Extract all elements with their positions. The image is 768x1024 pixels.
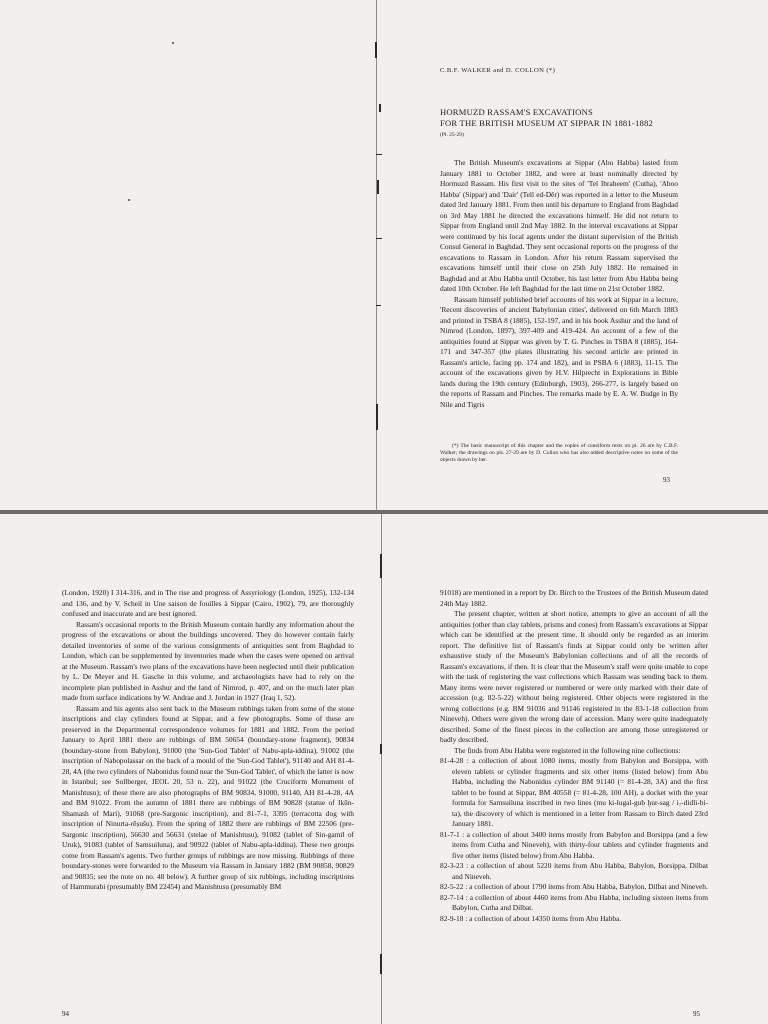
gutter-mark [376, 238, 382, 239]
list-item: 81-7-1 : a collection of about 3400 items mostly from Babylon and Borsippa (and a few items from Cutha and Nineveh), with thirty-four tablets and cylinder fragments and five other items (listed below) from Abu Habba. [440, 829, 708, 860]
gutter-mark [379, 104, 381, 112]
paragraph: Rassam and his agents also sent back to the Museum rubbings taken from some of the stone inscriptions and clay cylinders found at Sippar, and a few photographs. Some of these are preserved in the Departmental correspondence volumes for 1881 and 1882. From the period January to April 1881 there are rubbings of BM 50654 (boundary-stone fragment), 90834 (boundary-stone from Babylon), 91000 (the 'Sun-God Tablet' of Nabu-apla-iddina), 91002 (the inscription of Nabopolassar on the back of a mould of the 'Sun-God Tablet'), 91140 and AH 81-4-28, 4A (the two cylinders of Nabonidus found near the 'Sun-God Tablet', of which the latter is now in Istanbul; see Sollberger, JEOL 20, 53 n. 22), and 91022 (the Cruciform Monument of Manishtusu); of these there are also photographs of BM 90834, 91000, 91140, AH 81-4-28, 4A and BM 91022. From the autumn of 1881 there are rubbings of BM 90828 (statue of Ikūn-Shamash of Mari), 91068 (pre-Sargonic inscription), and 81-7-1, 3395 (terracotta dog with inscription of Ninurta-rēṣušu). From the spring of 1882 there are rubbings of BM 22506 (pre-Sargonic inscription), 56630 and 56631 (stelae of Manishtusu), 91082 (tablet of Sin-gamil of Uruk), 91083 (tablet of Samsuiluna), and 90922 (tablet of Nabu-apla-iddina). These two groups come from Rassam's agents. Two further groups of rubbings are now missing. Rubbings of three boundary-stones were forwarded to the Museum via Rassam in January 1882 (BM 90858, 90829 and 90835; see the note on no. 48 below). A further group of six rubbings, including inscriptions of Hammurabi (presumably BM 22454) and Manishtusu (presumably BM [62, 703, 354, 891]
page-93-body [440, 158, 678, 410]
list-item: 82-5-22 : a collection of about 1790 items from Abu Habba, Babylon, Dilbat and Nineveh. [440, 882, 708, 891]
paragraph: Rassam himself published brief accounts of his work at Sippar in a lecture, 'Recent discoveries of ancient Babylonian cities', delivered on 6th March 1883 and printed in TSBA 8 (1885), 152-197, and in his book Asshur and the land of Nimrod (London, 1897), 397-409 and 419-424. An account of a few of the antiquities found at Sippar was given by T. G. Pinches in TSBA 8 (1885), 164-171 and 347-357 (the plates illustrating his second article are printed in Rassam's article, facing pp. 174 and 182), and in PSBA 6 (1883), 11-15. The account of the excavations given by H.V. Hilprecht in Explorations in Bible lands during the 19th century (Edinburgh, 1903), 266-277, is largely based on the reports of Rassam and Pinches. The remarks made by E. A. W. Budge in By Nile and Tigris [440, 294, 678, 409]
gutter-mark [376, 305, 381, 306]
title-line-2: FOR THE BRITISH MUSEUM AT SIPPAR IN 1881-1882 [440, 117, 653, 128]
page-number: 95 [693, 1010, 700, 1018]
article-title [440, 107, 653, 128]
paragraph: The finds from Abu Habba were registered in the following nine collections: [454, 745, 681, 755]
paragraph: Rassam's occasional reports to the British Museum contain hardly any information about the progress of the excavations or about the buildings uncovered. They do however contain fairly detailed inventories of some of the various consignments of antiquities sent from Baghdad to London, which can be supplemented by inventories made when the cases were opened on arrival at the Museum. Rassam's two plans of the excavations have been neglected until their publication by L. De Meyer and H. Gasche in this volume, and archaeologists have had to rely on the incomplete plan published in Asshur and the land of Nimrod, p. 407, and on the much later plan made from surface indications by W. Andrae and J. Jordan in 1927 (Iraq 1, 52). [62, 619, 354, 702]
title-line-1: HORMUZD RASSAM'S EXCAVATIONS [440, 107, 593, 117]
running-head: C.B.F. WALKER and D. COLLON (*) [440, 67, 556, 74]
paragraph: (London, 1920) I 314-316, and in The rise and progress of Assyriology (London, 1925), 132-134 and 136, and by V. Scheil in Une saison de fouilles à Sippar (Cairo, 1902), 79, are thoroughly confused and inaccurate and are best ignored. [62, 588, 354, 618]
page-95-body [440, 588, 708, 924]
list-item: 82-9-18 : a collection of about 14350 items from Abu Habba. [440, 913, 622, 923]
plate-reference: (Pl. 25-29) [440, 132, 464, 138]
gutter-mark [380, 744, 382, 754]
footnote: (*) The basic manuscript of this chapter and the copies of cuneiform texts on pl. 26 are by C.B.F. Walker; the drawings on pls. 27-29 are by D. Collon who has also added descriptive notes on some of the objects drawn by her. [440, 443, 678, 463]
gutter-mark [376, 154, 382, 155]
speck [172, 42, 174, 44]
list-item: 82-7-14 : a collection of about 4460 items from Abu Habba, including sixteen items from Babylon, Cutha and Dilbat. [440, 892, 708, 912]
speck [128, 199, 130, 201]
page-number: 94 [62, 1010, 69, 1018]
gutter-mark [377, 180, 379, 194]
list-item: 81-4-28 : a collection of about 1080 items, mostly from Babylon and Borsippa, with eleven tablets or cylinder fragments and six other items (listed below) from Abu Habba, including the Nabonidus cylinder BM 91140 (= 81-4-28, 3A) and the first tablet to be found at Sippar, BM 40558 (= 81-4-28, 100 AH), a docket with the year formula for Samsuiluna inscribed in two lines (mu ki-lugal-gub ḫur-sag / i₇-didli-bi-ta), the discovery of which is mentioned in a letter from Rassam to Birch dated 23rd January 1881. [440, 756, 708, 828]
page-93-scan [0, 0, 768, 510]
collections-list [440, 756, 708, 924]
pages-94-95-scan [0, 514, 768, 1024]
page-94-body [62, 588, 354, 893]
paragraph: 91018) are mentioned in a report by Dr. Birch to the Trustees of the British Museum dated 24th May 1882. [440, 588, 708, 608]
paragraph: The present chapter, written at short notice, attempts to give an account of all the antiquities (other than clay tablets, prisms and cones) from Rassam's excavations at Sippar which can be identified at the present time. It should only be regarded as an interim report. The definitive list of Rassam's finds at Sippar could only be written after exhaustive study of the Museum's Babylonian collections and of all the records of Rassam's excavations, if then. It is clear that the Museum's staff were quite unable to cope with the task of registering the vast collections which Rassam was sending back to them. Many items were never registered or numbered or were only marked with their date of accession (e.g. 82-5-22) without being registered. Other objects were registered in the wrong collections (e.g. BM 91036 and 91146 registered in the 83-1-18 collection from Nineveh). Others were given the wrong date of accession. Many were quite inadequately described. Some of the finest pieces in the collection are among those unregistered or badly described. [440, 609, 708, 744]
paragraph: The British Museum's excavations at Sippar (Abu Habba) lasted from January 1881 to October 1882, and were at least nominally directed by Hormuzd Rassam. His first visit to the sites of 'Tel Ibraheem' (Cutha), 'Aboo Habba' (Sippar) and 'Dair' (Tell ed-Dêr) was reported in a letter to the Museum dated 3rd January 1881. From then until his departure to England from Baghdad on 3rd May 1881 he directed the excavations himself. He did not return to Sippar from England until 2nd May 1882. In the interval excavations at Sippar were continued by his local agents under the distant supervision of the British Consul General in Baghdad. They sent occasional reports on the progress of the excavations to Rassam in London. After his return Rassam supervised the excavations himself until their close on 25th July 1882. He remained in Baghdad and at Abu Habba until October, his last letter from Abu Habba being dated 10th October. He left Baghdad for the last time on 21st October 1882. [440, 158, 678, 293]
list-item: 82-3-23 : a collection of about 5220 items from Abu Habba, Babylon, Borsippa, Dilbat and Nineveh. [440, 861, 708, 881]
gutter-line [381, 514, 382, 1024]
gutter-mark [380, 954, 382, 974]
page-number: 93 [663, 476, 670, 484]
gutter-line [376, 0, 377, 510]
gutter-mark [376, 404, 378, 430]
gutter-mark [375, 42, 377, 58]
gutter-mark [380, 554, 382, 578]
